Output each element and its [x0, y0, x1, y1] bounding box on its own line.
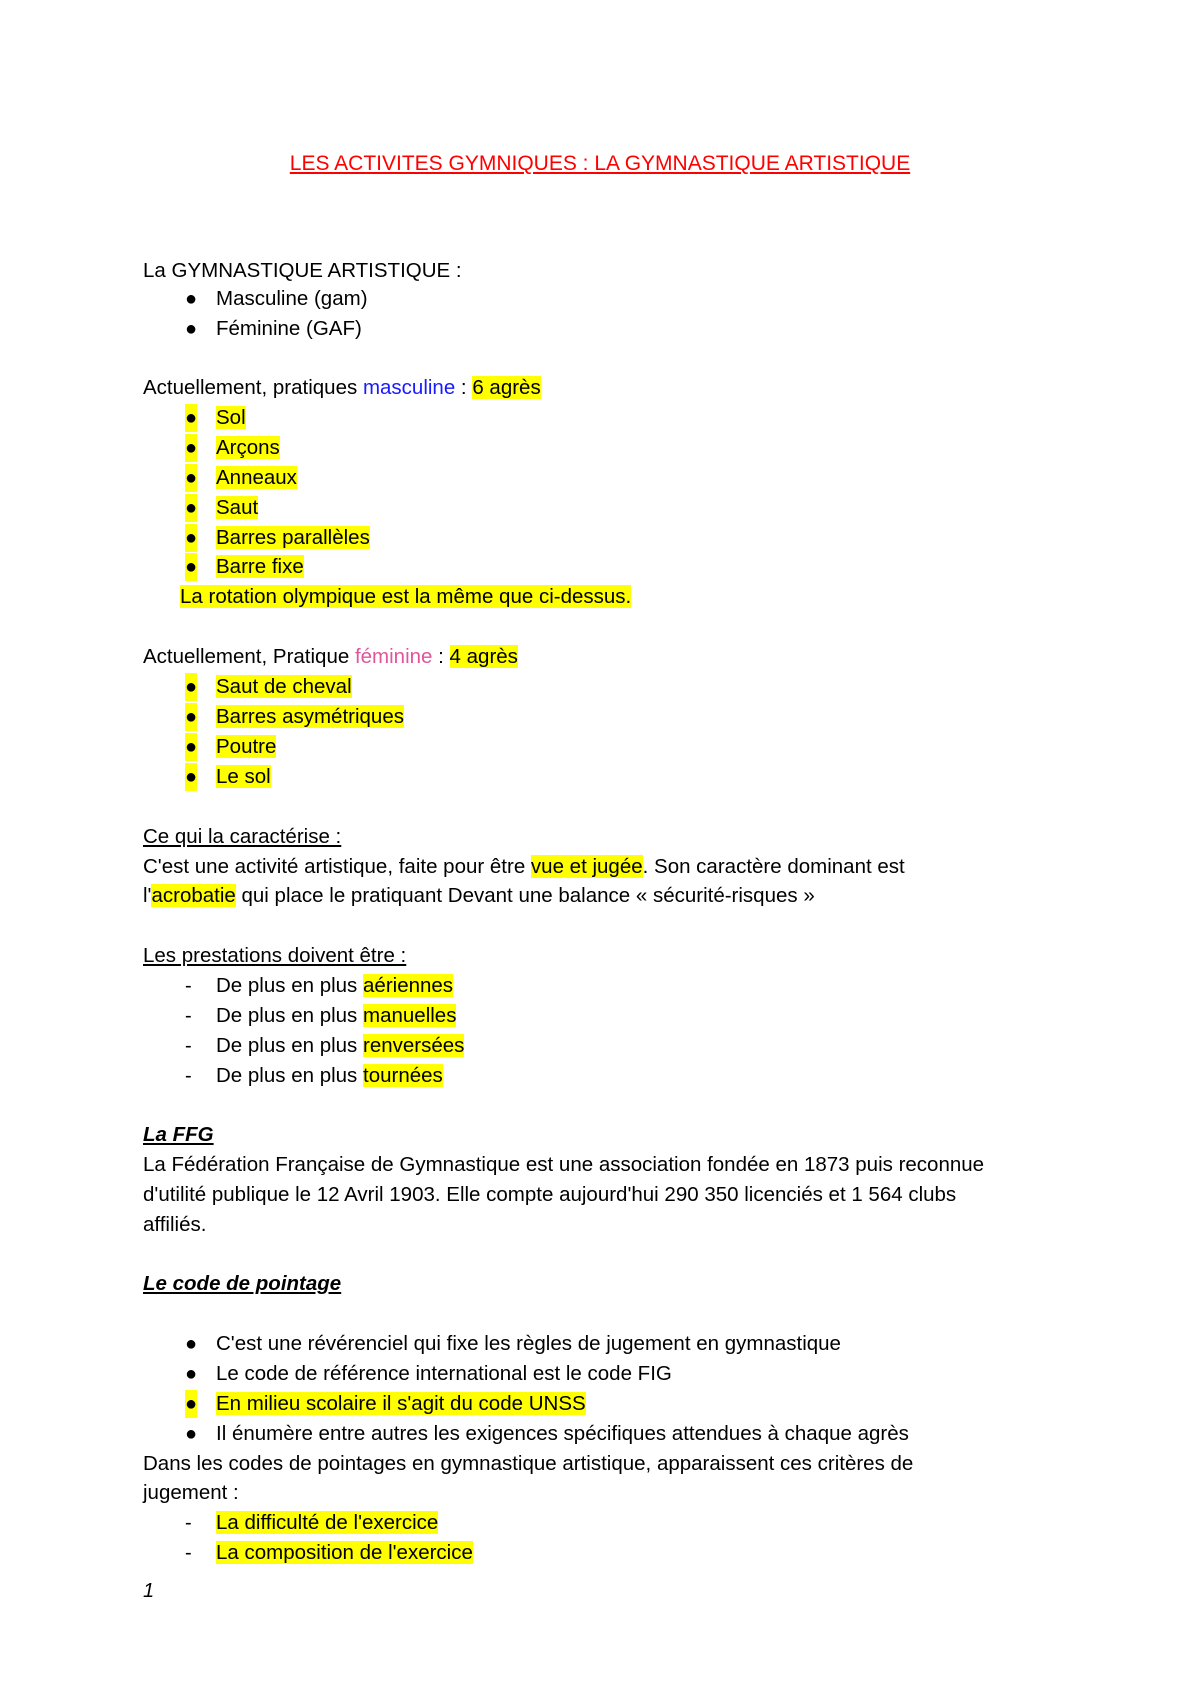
masculine-count: 6 agrès [472, 376, 541, 399]
highlight-text: tournées [363, 1064, 443, 1087]
list-item [216, 404, 246, 432]
apparatus-label: Barre fixe [216, 555, 304, 578]
ffg-line: affiliés. [143, 1213, 207, 1236]
apparatus-label: Saut [216, 496, 259, 519]
caracterise-line-2 [143, 882, 815, 910]
dash-icon: - [185, 1512, 192, 1534]
list-item [216, 1390, 586, 1418]
bullet-icon: ● [185, 703, 197, 731]
apparatus-label: Arçons [216, 436, 280, 459]
list-item [216, 972, 453, 1000]
highlight-text: manuelles [363, 1004, 457, 1027]
feminine-count: 4 agrès [449, 645, 518, 668]
text-run: De plus en plus [216, 1064, 364, 1087]
text-run: qui place le pratiquant Devant une balance « sécurité-risques » [235, 884, 815, 907]
feminine-word: féminine [354, 645, 433, 668]
apparatus-label: Barres parallèles [216, 526, 370, 549]
list-item [216, 733, 276, 761]
list-item: Le code de référence international est le code FIG [216, 1362, 672, 1385]
code-paragraph: Dans les codes de pointages en gymnastique artistique, apparaissent ces critères de [143, 1452, 914, 1475]
highlight-text: acrobatie [151, 884, 236, 907]
bullet-icon: ● [185, 494, 197, 522]
list-item [216, 703, 404, 731]
list-item [216, 494, 258, 522]
bullet-icon: ● [185, 1423, 198, 1445]
code-paragraph: jugement : [143, 1481, 239, 1504]
highlight-text: La difficulté de l'exercice [216, 1511, 439, 1534]
bullet-icon: ● [185, 404, 197, 432]
apparatus-label: Sol [216, 406, 246, 429]
bullet-icon: ● [185, 288, 198, 310]
highlight-text: vue et jugée [530, 855, 643, 878]
list-item [216, 553, 304, 581]
bullet-icon: ● [185, 673, 197, 701]
apparatus-label: Barres asymétriques [216, 705, 404, 728]
intro-heading: La GYMNASTIQUE ARTISTIQUE : [143, 259, 462, 282]
page-title: LES ACTIVITES GYMNIQUES : LA GYMNASTIQUE ARTISTIQUE [289, 152, 911, 175]
prestations-heading: Les prestations doivent être : [143, 944, 407, 967]
highlight-text: renversées [363, 1034, 465, 1057]
list-item [216, 524, 370, 552]
masculine-sep: : [455, 376, 473, 399]
ffg-line: d'utilité publique le 12 Avril 1903. Elle compte aujourd'hui 290 350 licenciés et 1 564 clubs [143, 1183, 957, 1206]
list-item [216, 763, 271, 791]
list-item [216, 1032, 464, 1060]
dash-icon: - [185, 975, 192, 997]
list-item [216, 1539, 473, 1567]
caracterise-heading: Ce qui la caractérise : [143, 825, 342, 848]
code-heading: Le code de pointage [143, 1272, 342, 1295]
feminine-heading [143, 643, 518, 671]
apparatus-label: Le sol [216, 765, 271, 788]
list-item: C'est une révérenciel qui fixe les règles de jugement en gymnastique [216, 1332, 841, 1355]
dash-icon: - [185, 1542, 192, 1564]
list-item [216, 1002, 456, 1030]
highlight-text: En milieu scolaire il s'agit du code UNSS [216, 1392, 586, 1415]
ffg-heading: La FFG [143, 1123, 214, 1146]
list-item [216, 673, 352, 701]
bullet-icon: ● [185, 1333, 198, 1355]
highlight-text: aériennes [363, 974, 454, 997]
ffg-line: La Fédération Française de Gymnastique est une association fondée en 1873 puis reconnue [143, 1153, 985, 1176]
bullet-icon: ● [185, 524, 197, 552]
dash-icon: - [185, 1065, 192, 1087]
masculine-note [180, 583, 631, 611]
note-text: La rotation olympique est la même que ci-dessus. [180, 585, 632, 608]
list-item: Masculine (gam) [216, 287, 368, 310]
list-item: Féminine (GAF) [216, 317, 362, 340]
feminine-prefix: Actuellement, Pratique [143, 645, 355, 668]
bullet-icon: ● [185, 464, 197, 492]
bullet-icon: ● [185, 733, 197, 761]
text-run: De plus en plus [216, 974, 364, 997]
highlight-text: La composition de l'exercice [216, 1541, 473, 1564]
list-item [216, 1509, 438, 1537]
apparatus-label: Saut de cheval [216, 675, 352, 698]
text-run: l' [143, 884, 152, 907]
masculine-heading [143, 374, 541, 402]
bullet-icon: ● [185, 553, 197, 581]
apparatus-label: Anneaux [216, 466, 297, 489]
text-run: De plus en plus [216, 1004, 364, 1027]
caracterise-line-1 [143, 853, 905, 881]
text-run: C'est une activité artistique, faite pour être [143, 855, 531, 878]
list-item [216, 464, 297, 492]
dash-icon: - [185, 1035, 192, 1057]
feminine-sep: : [432, 645, 450, 668]
dash-icon: - [185, 1005, 192, 1027]
text-run: De plus en plus [216, 1034, 364, 1057]
list-item [216, 1062, 443, 1090]
page-number: 1 [143, 1580, 155, 1602]
text-run: . Son caractère dominant est [642, 855, 905, 878]
masculine-prefix: Actuellement, pratiques [143, 376, 363, 399]
apparatus-label: Poutre [216, 735, 277, 758]
list-item [216, 434, 280, 462]
bullet-icon: ● [185, 763, 197, 791]
list-item: Il énumère entre autres les exigences spécifiques attendues à chaque agrès [216, 1422, 909, 1445]
bullet-icon: ● [185, 318, 198, 340]
bullet-icon: ● [185, 1390, 197, 1418]
bullet-icon: ● [185, 434, 197, 462]
bullet-icon: ● [185, 1363, 198, 1385]
masculine-word: masculine [362, 376, 456, 399]
